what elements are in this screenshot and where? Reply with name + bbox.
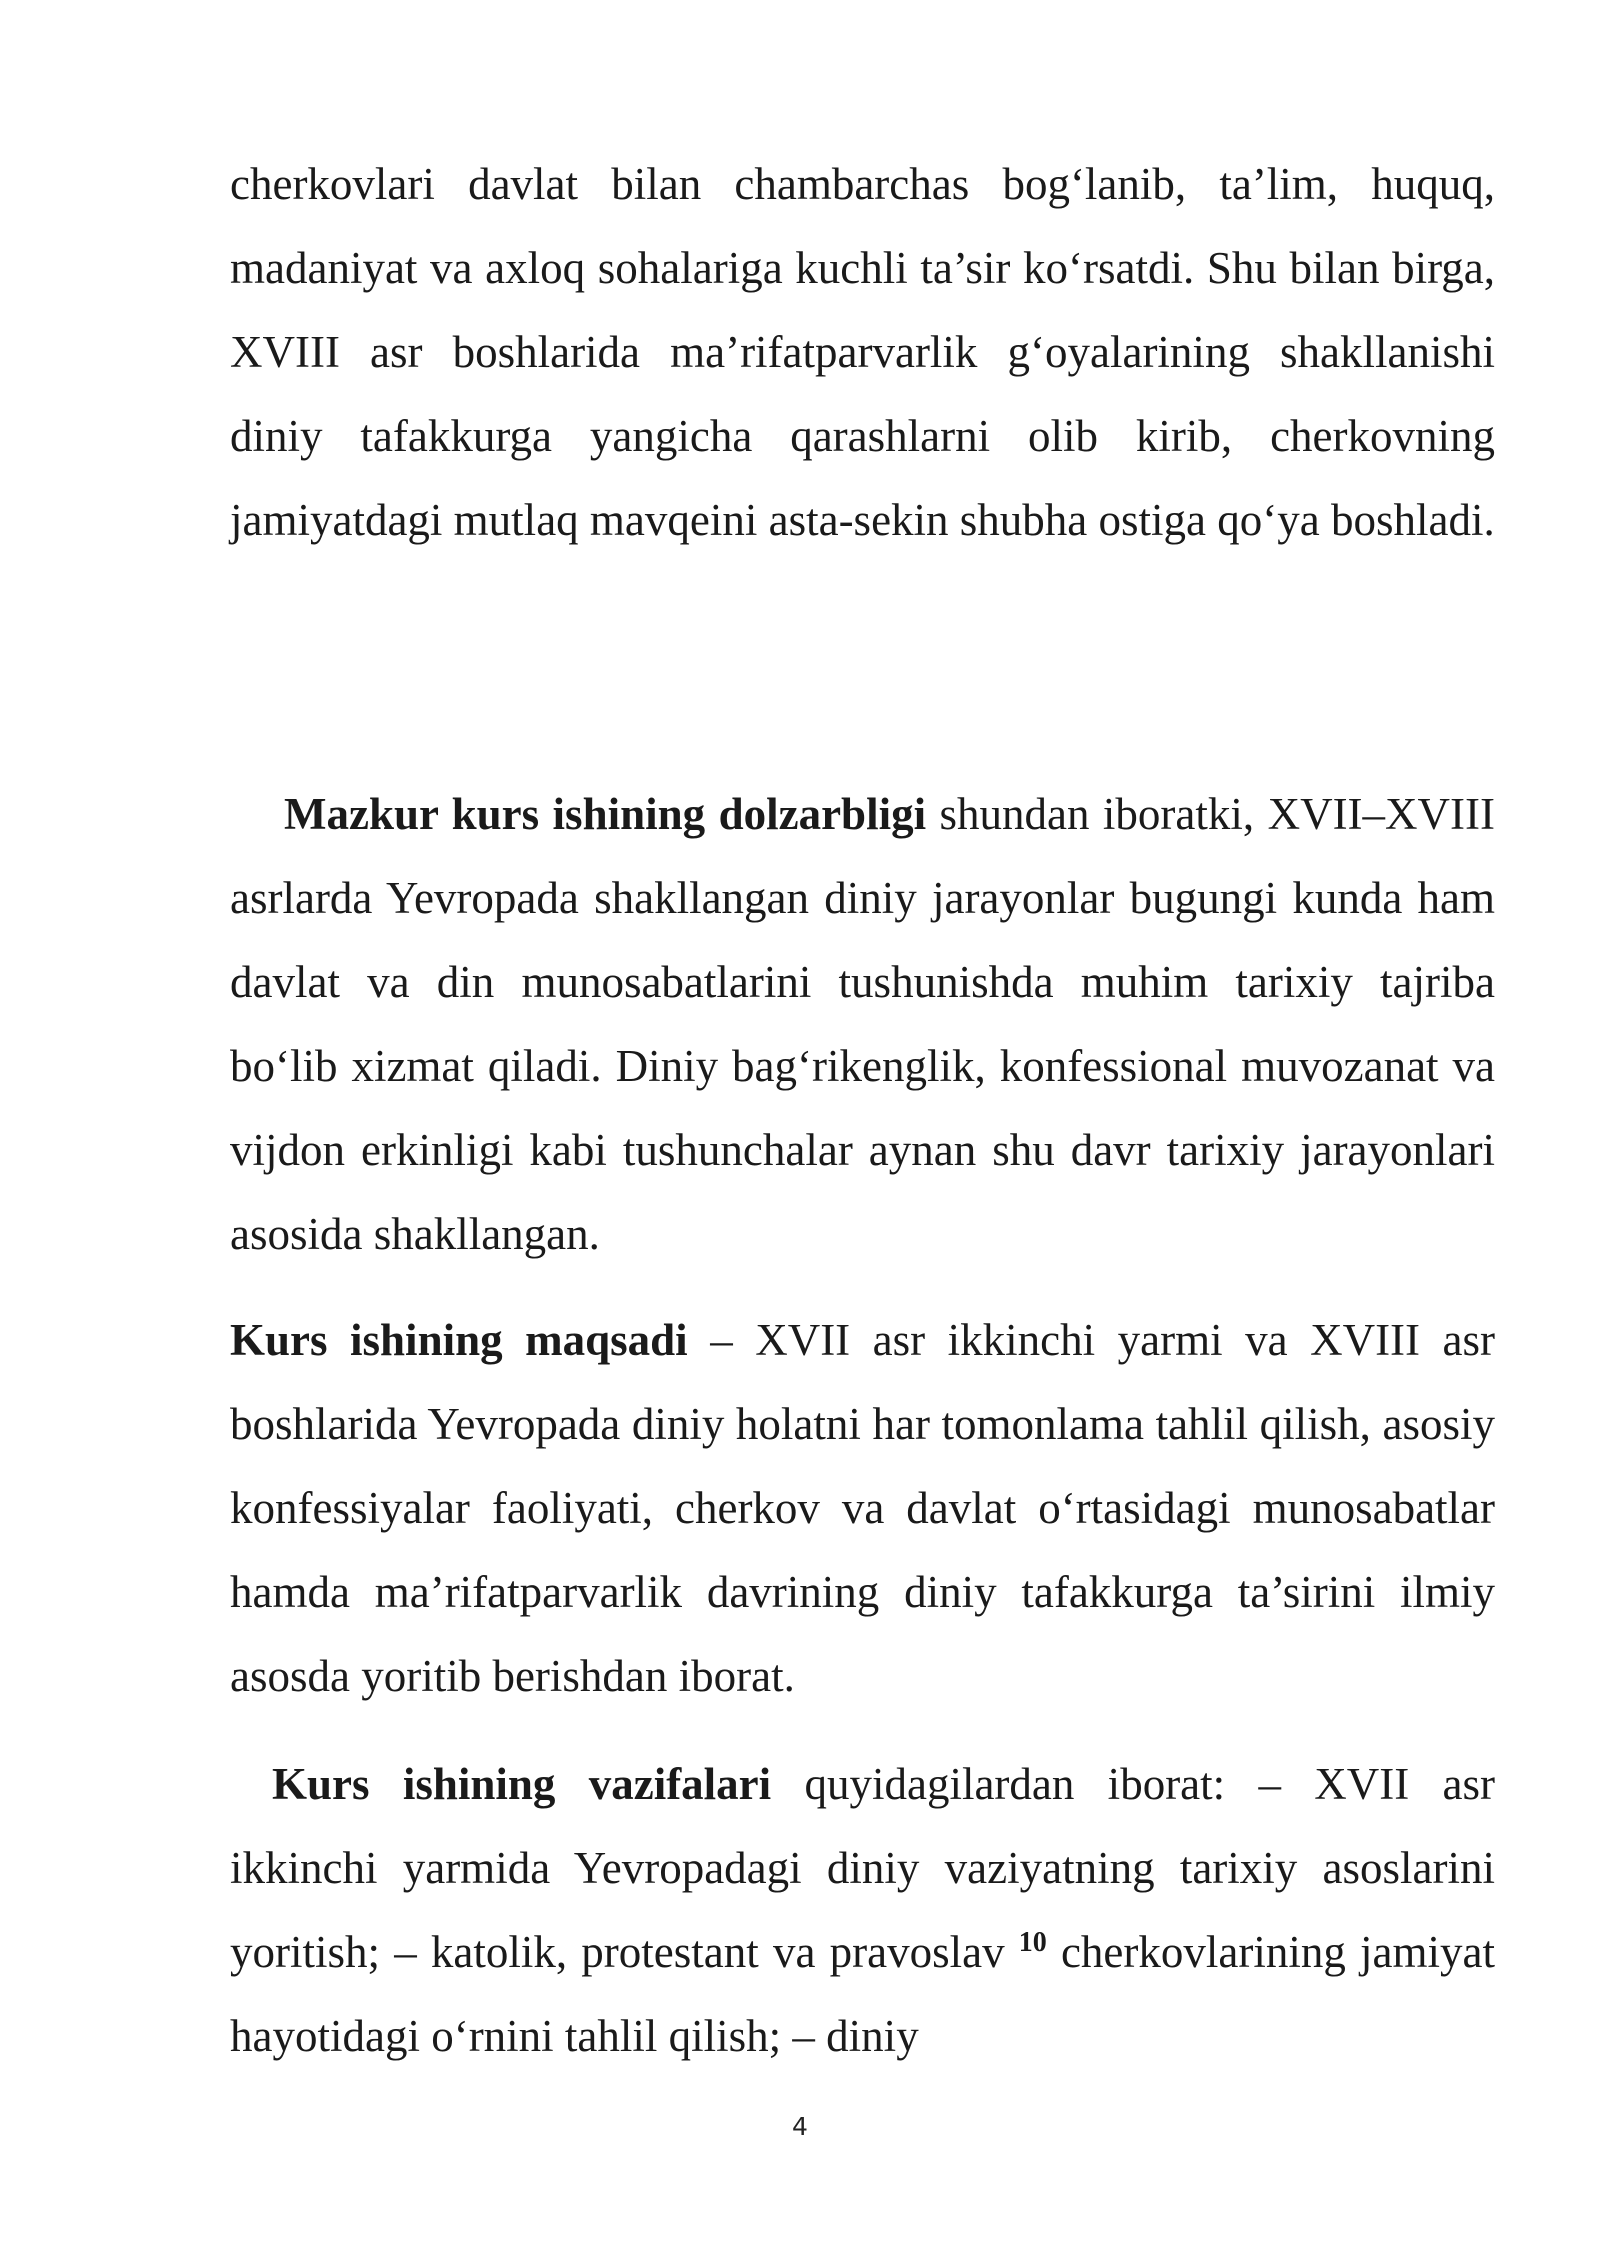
relevance-heading: Mazkur kurs ishining dolzarbligi [284,789,927,839]
paragraph-text: quyidagilardan iborat: – XVII asr ikkinchi yarmida Yevropadagi diniy vaziyatning tarixiy asoslarini yoritish; – katolik, protestant va pravoslav [230,1759,1495,1977]
paragraph-text: – XVII asr ikkinchi yarmi va XVIII asr boshlarida Yevropada diniy holatni har tomonlama tahlil qilish, asosiy konfessiyalar faoliyati, cherkov va davlat o‘rtasidagi munosabatlar hamda ma’rifatparvarlik davrining diniy tafakkurga ta’sirini ilmiy asosda yoritib berishdan iborat. [230,1315,1496,1701]
paragraph-intro-continuation [230,142,1495,562]
paragraph-relevance [230,772,1495,1276]
paragraph-text: cherkovlarining jamiyat hayotidagi o‘rnini tahlil qilish; – diniy [230,1927,1496,2061]
paragraph-goal [230,1298,1495,1718]
page-number: 4 [792,2112,808,2141]
paragraph-text: cherkovlari davlat bilan chambarchas bog‘lanib, ta’lim, huquq, madaniyat va axloq sohalariga kuchli ta’sir ko‘rsatdi. Shu bilan birga, XVIII asr boshlarida ma’rifatparvarlik g‘oyalarining shakllanishi diniy tafakkurga yangicha qarashlarni olib kirib, cherkovning jamiyatdagi mutlaq mavqeini asta-sekin shubha ostiga qo‘ya boshladi. [230,159,1495,545]
paragraph-tasks [230,1742,1495,2078]
tasks-heading: Kurs ishining vazifalari [272,1759,772,1809]
paragraph-text: shundan iboratki, XVII–XVIII asrlarda Yevropada shakllangan diniy jarayonlar bugungi kunda ham davlat va din munosabatlarini tushunishda muhim tarixiy tajriba bo‘lib xizmat qiladi. Diniy bag‘rikenglik, konfessional muvozanat va vijdon erkinligi kabi tushunchalar aynan shu davr tarixiy jarayonlari asosida shakllangan. [230,789,1495,1259]
footnote-marker[interactable]: 10 [1018,1927,1047,1958]
goal-heading: Kurs ishining maqsadi [230,1315,688,1365]
